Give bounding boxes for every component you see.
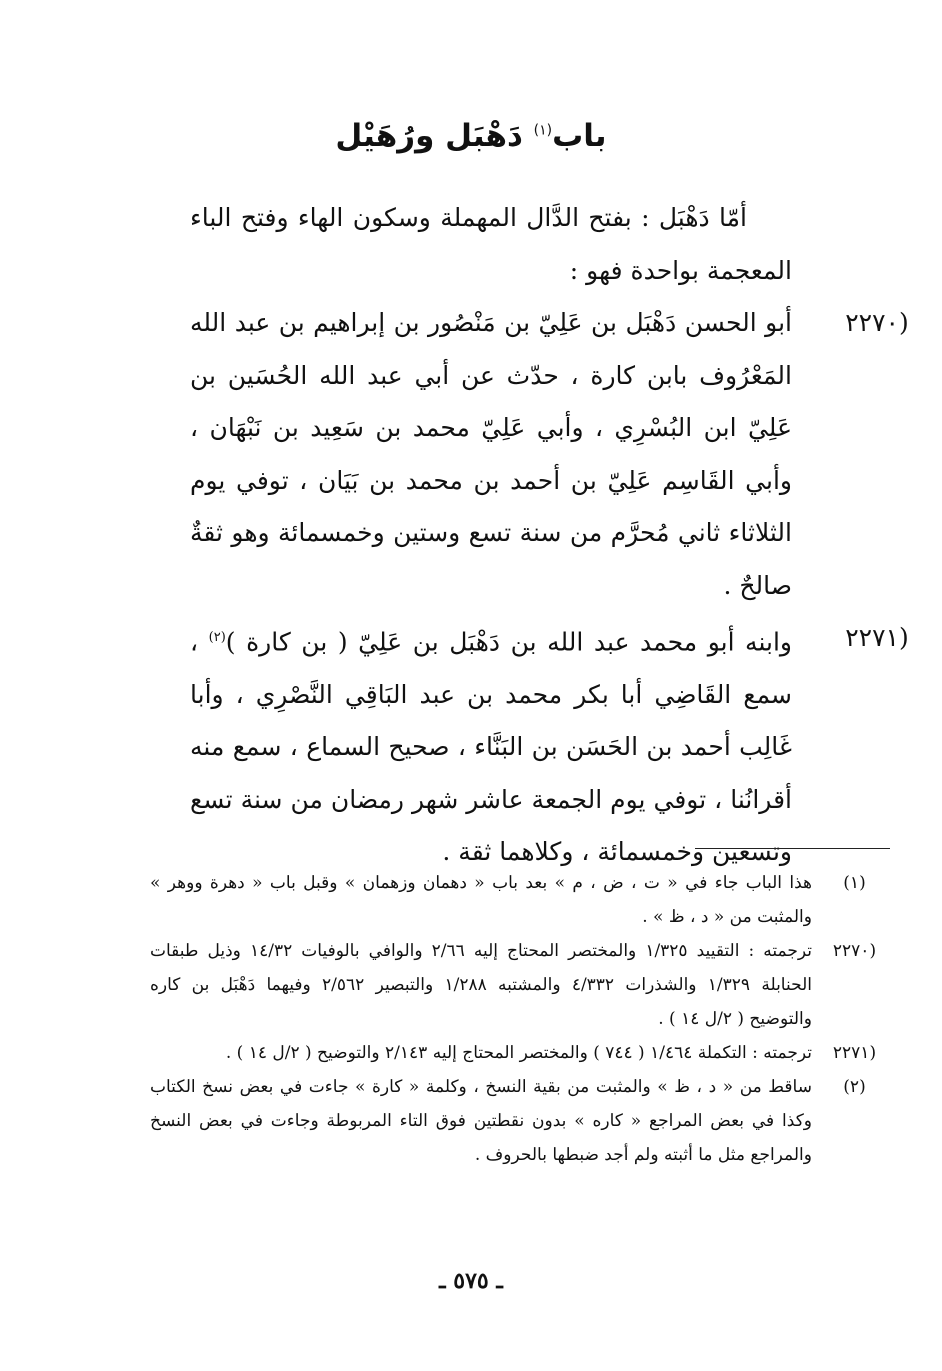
chapter-title-names: دَهْبَل ورُهَيْل — [335, 118, 523, 154]
footnote-text: ساقط من « د ، ظ » والمثبت من بقية النسخ ، وكلمة « كارة » جاءت في بعض نسخ الكتاب وكذا في بعض المراجع « كاره » بدون نقطتين فوق التاء المربوطة وجاءت في بعض النسخ والمراجع مثل ما أثبته ولم أجد ضبطها بالحروف . — [150, 1077, 812, 1165]
entry-text-start: وابنه أبو محمد عبد الله بن دَهْبَل بن عَلِيّ ( بن كارة ) — [225, 627, 792, 657]
page-number: ـ ٥٧٥ ـ — [439, 1268, 503, 1294]
entry-text: أبو الحسن دَهْبَل بن عَلِيّ بن مَنْصُور بن إبراهيم بن عبد الله المَعْرُوف بابن كارة ، حدّث عن أبي عبد الله الحُسَين بن عَلِيّ ابن البُسْرِي ، وأبي عَلِيّ محمد بن سَعِيد بن نَبْهَان ، وأبي القَاسِم عَلِيّ بن أحمد بن محمد بن بَيَان ، توفي يوم الثلاثاء ثاني مُحرَّم من سنة تسع وستين وخمسمائة وهو ثقةٌ صالحٌ . — [190, 308, 792, 600]
chapter-title — [0, 118, 942, 154]
footnote-number: (٢) — [843, 1077, 866, 1097]
footnote-number: (٢٢٧١ — [832, 1043, 877, 1063]
entry-number: (٢٢٧٠ — [845, 308, 909, 337]
footnote-number: (١) — [843, 873, 866, 893]
footnote-ref-1: (١) — [533, 122, 553, 139]
intro-paragraph: أمّا دَهْبَل : بفتح الدَّال المهملة وسكون الهاء وفتح الباء المعجمة بواحدة فهو : — [190, 203, 792, 285]
footnote-text: هذا الباب جاء في « ت ، ض ، م » بعد باب « دهمان وزهمان » وقبل باب « دهرة ووهر » والمثبت من « د ، ظ » . — [150, 873, 812, 927]
footnote-separator — [695, 848, 890, 849]
biography-entry-2271 — [190, 612, 909, 879]
footnote — [150, 1070, 892, 1172]
footnote-number: (٢٢٧٠ — [832, 941, 877, 961]
entry-text-end: ، سمع القَاضِي أبا بكر محمد بن عبد البَاقِي النَّصْرِي ، وأبا غَالِب أحمد بن الحَسَن بن البَنَّاء ، صحيح السماع ، سمع منه أقرانُنا ، توفي يوم الجمعة عاشر شهر رمضان من سنة تسع وتسعين وخمسمائة ، وكلاهما ثقة . — [190, 627, 792, 867]
footnotes — [150, 866, 892, 1172]
footnote — [150, 1036, 892, 1070]
footnote — [150, 934, 892, 1036]
footnote — [150, 866, 892, 934]
footnote-text: ترجمته : التكملة ١/٤٦٤ ( ٧٤٤ ) والمختصر المحتاج إليه ٢/١٤٣ والتوضيح ( ٢/ل ١٤ ) . — [225, 1043, 812, 1063]
footnote-text: ترجمته : التقييد ١/٣٢٥ والمختصر المحتاج إليه ٢/٦٦ والوافي بالوفيات ١٤/٣٢ وذيل طبقات الحنابلة ١/٣٢٩ والشذرات ٤/٣٣٢ والمشتبه ١/٢٨٨ والتبصير ٢/٥٦٢ وفيهما دَهْبَل بن كاره والتوضيح ( ٢/ل ١٤ ) . — [150, 941, 812, 1029]
biography-entry-2270 — [190, 297, 909, 612]
footnote-ref-2: (٢) — [208, 630, 226, 645]
main-text — [190, 192, 909, 879]
chapter-title-prefix: باب — [552, 118, 607, 154]
entry-number: (٢٢٧١ — [845, 623, 909, 652]
